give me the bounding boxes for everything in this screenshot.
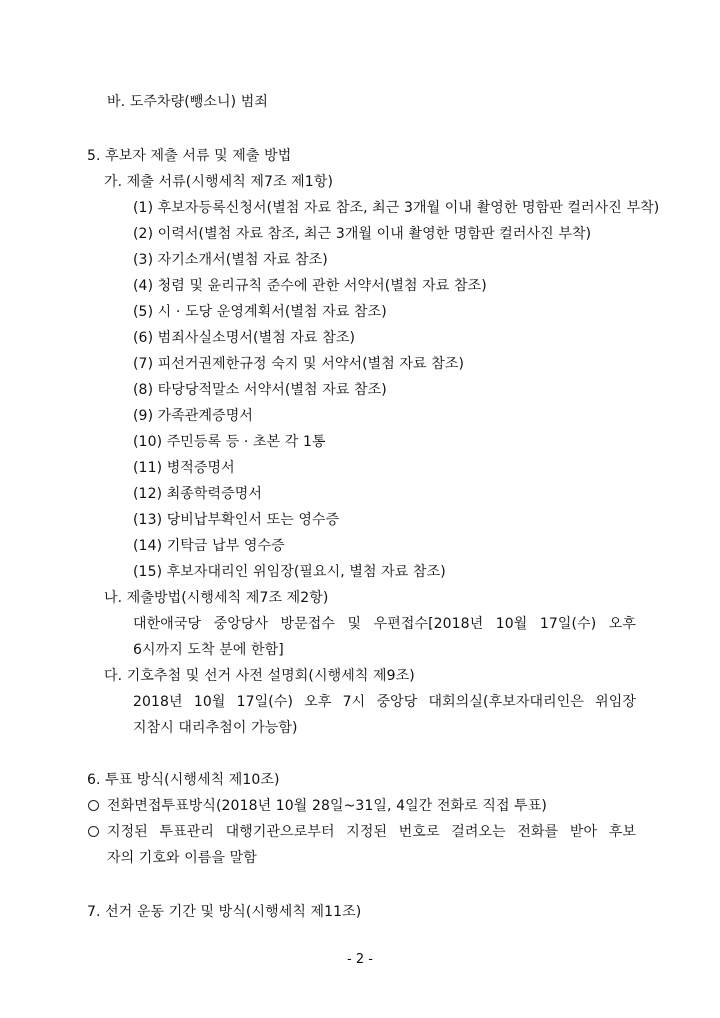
voting-method-bullet-2-line-2: 자의 기호와 이름을 말함 [107,850,257,866]
item-ba: 바. 도주차량(뺑소니) 범죄 [107,94,269,110]
section-5-na: 나. 제출방법(시행세칙 제7조 제2항) [104,590,329,606]
document-item-2: (2) 이력서(별첨 자료 참조, 최근 3개월 이내 촬영한 명함판 컬러사진 부착) [133,226,592,242]
document-item-11: (11) 병적증명서 [133,460,235,476]
document-item-6: (6) 범죄사실소명서(별첨 자료 참조) [133,330,356,346]
document-item-9: (9) 가족관계증명서 [133,408,254,424]
section-7-heading: 7. 선거 운동 기간 및 방식(시행세칙 제11조) [87,904,362,920]
document-item-3: (3) 자기소개서(별첨 자료 참조) [133,252,328,268]
document-item-5: (5) 시 · 도당 운영계획서(별첨 자료 참조) [133,304,387,320]
submission-method-line-1: 대한애국당 중앙당사 방문접수 및 우편접수[2018년 10월 17일(수) 오후 [133,616,636,632]
section-6-heading: 6. 투표 방식(시행세칙 제10조) [87,772,280,788]
document-item-15: (15) 후보자대리인 위임장(필요시, 별첨 자료 참조) [133,564,446,580]
document-item-4: (4) 청렴 및 윤리규칙 준수에 관한 서약서(별첨 자료 참조) [133,278,487,294]
document-item-14: (14) 기탁금 납부 영수증 [133,538,285,554]
document-item-10: (10) 주민등록 등 · 초본 각 1통 [133,434,326,450]
document-item-12: (12) 최종학력증명서 [133,486,263,502]
document-item-8: (8) 타당당적말소 서약서(별첨 자료 참조) [133,382,387,398]
section-5-da: 다. 기호추첨 및 선거 사전 설명회(시행세칙 제9조) [104,668,415,684]
briefing-line-2: 지참시 대리추첨이 가능함) [133,720,298,736]
circle-bullet-icon [88,826,99,837]
document-item-13: (13) 당비납부확인서 또는 영수증 [133,512,340,528]
voting-method-bullet-1: 전화면접투표방식(2018년 10월 28일~31일, 4일간 전화로 직접 투표) [107,798,547,814]
page-number: - 2 - [347,952,373,967]
circle-bullet-icon [88,800,99,811]
submission-method-line-2: 6시까지 도착 분에 한함] [133,642,284,658]
document-item-7: (7) 피선거권제한규정 숙지 및 서약서(별첨 자료 참조) [133,356,465,372]
section-5-heading: 5. 후보자 제출 서류 및 제출 방법 [87,148,292,164]
voting-method-bullet-2-line-1: 지정된 투표관리 대행기관으로부터 지정된 번호로 걸려오는 전화를 받아 후보 [107,824,636,840]
briefing-line-1: 2018년 10월 17일(수) 오후 7시 중앙당 대회의실(후보자대리인은 위임장 [133,694,636,710]
section-5-ga: 가. 제출 서류(시행세칙 제7조 제1항) [104,174,334,190]
document-item-1: (1) 후보자등록신청서(별첨 자료 참조, 최근 3개월 이내 촬영한 명함판 컬러사진 부착) [133,200,660,216]
